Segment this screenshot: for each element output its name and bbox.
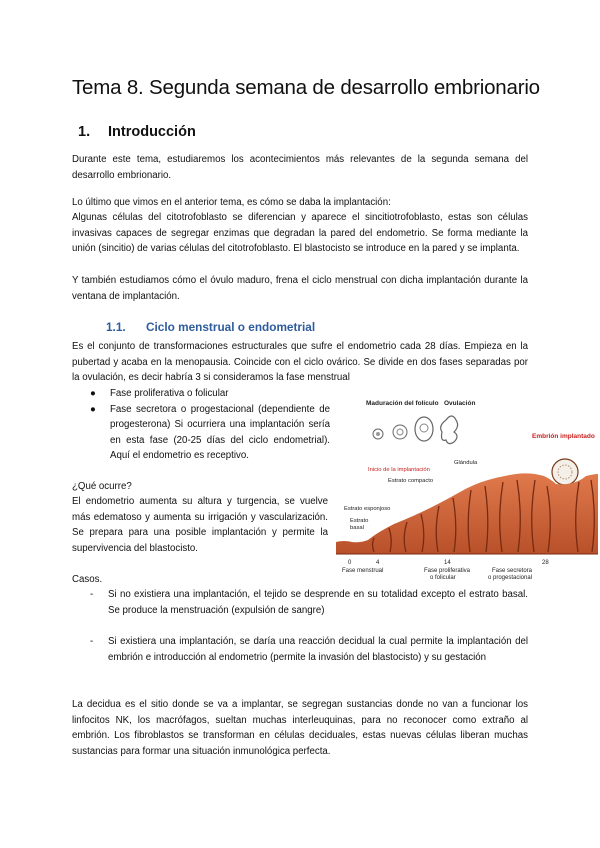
tick-0: 0: [348, 560, 352, 566]
intro-paragraph-1: Durante este tema, estudiaremos los acontecimientos más relevantes de la segunda semana del desarrollo embrionario.: [72, 154, 528, 181]
phase-menstrual: Fase menstrual: [342, 568, 384, 574]
follicle-large-icon: [415, 417, 433, 441]
label-maduracion: Maduración del folículo: [366, 400, 439, 407]
subsection-number: 1.1.: [106, 320, 126, 334]
label-estrato-compacto: Estrato compacto: [388, 478, 434, 484]
bullet-icon: ●: [90, 388, 96, 399]
decidua-paragraph: La decidua es el sitio donde se va a implantar, se segregan sustancias donde no van a funcionar los linfocitos NK, los macrófagos, sueltan muchas interleuquinas, para no reconocer como extraño al embrión. Los fibroblastos se transforman en células deciduales, estas nuevas células liberan muchas sustancias para formar una situación inmunológica perfecta.: [72, 699, 528, 757]
label-estrato-basal-2: basal: [350, 525, 364, 531]
phase-secretora-2: o progestacional: [488, 575, 533, 581]
intro-paragraph-2-lead: Lo último que vimos en el anterior tema, es cómo se daba la implantación:: [72, 197, 391, 208]
phase-proliferativa-2: o folicular: [430, 575, 456, 581]
embryo-icon: [552, 459, 578, 485]
dash-icon: -: [90, 636, 94, 647]
list-item: ● Fase proliferativa o folicular: [90, 386, 330, 402]
phase-proliferativa-1: Fase proliferativa: [424, 568, 471, 574]
intro-paragraph-2: Algunas células del citotrofoblasto se diferencian y aparece el sincitiotrofoblasto, estas son células invasivas capaces de segregar enzimas que degradan la pared del endometrio. Se forma mediante la unión (sincitio) de varias células del citotrofoblasto. El blastocisto se introduce en la pared y se implanta.: [72, 212, 528, 255]
bullet-icon: ●: [90, 403, 96, 415]
tick-28: 28: [542, 560, 549, 566]
list-item: ● Fase secretora o progestacional (dependiente de progesterona) Si ocurriera una implantación sería en esta fase (20-25 días del ciclo endometrial). Aquí el endometrio es receptivo.: [90, 403, 330, 462]
phase-secretora-1: Fase secretora: [492, 568, 533, 574]
label-estrato-esponjoso: Estrato esponjoso: [344, 506, 391, 512]
cycle-paragraph: Es el conjunto de transformaciones estructurales que sufre el endometrio cada 28 días. Empieza en la pubertad y acaba en la menopausia. Coincide con el ciclo ovárico. Se divide en dos fases separadas por la ovulación, es decir habría 3 si consideramos la fase menstrual: [72, 341, 528, 384]
label-embrion: Embrión implantado: [532, 433, 595, 440]
ovulation-icon: [441, 416, 458, 444]
que-ocurre-heading: ¿Qué ocurre?: [72, 481, 132, 492]
phase-list: [90, 386, 330, 464]
caso-item-1: Si no existiera una implantación, el tejido se desprende en su totalidad excepto el estrato basal. Se produce la menstruación (expulsión de sangre): [108, 589, 528, 616]
label-glandula: Glándula: [454, 460, 478, 466]
label-estrato-basal-1: Estrato: [350, 518, 369, 524]
section-number: 1.: [78, 124, 91, 140]
follicle-medium-icon: [393, 425, 407, 439]
que-ocurre-paragraph: El endometrio aumenta su altura y turgencia, se vuelve más edematoso y aumenta su irrigación y vascularización. Se prepara para una posible implantación y permite la supervivencia del blastocisto.: [72, 496, 328, 554]
section-heading-introduccion: [78, 124, 196, 140]
dash-icon: -: [90, 589, 94, 600]
section-title: Introducción: [108, 124, 196, 140]
endometrium-illustration: [334, 392, 600, 582]
tick-14: 14: [444, 560, 451, 566]
endometrium-tissue: [336, 473, 598, 554]
label-ovulacion: Ovulación: [444, 400, 476, 407]
casos-heading: Casos.: [72, 574, 103, 585]
page-title: Tema 8. Segunda semana de desarrollo embrionario: [72, 76, 540, 99]
caso-item-2: Si existiera una implantación, se daría una reacción decidual la cual permite la implantación del embrión e introducción al endometrio (permite la invasión del blastocisto) y su gestación: [108, 636, 528, 663]
tick-4: 4: [376, 560, 380, 566]
intro-paragraph-3: Y también estudiamos cómo el óvulo maduro, frena el ciclo menstrual con dicha implantación durante la ventana de implantación.: [72, 275, 528, 302]
subsection-title: Ciclo menstrual o endometrial: [146, 320, 316, 334]
follicle-icons: [373, 416, 458, 444]
label-inicio-implantacion: Inicio de la implantación: [368, 467, 430, 473]
endometrial-cycle-figure: [334, 392, 600, 582]
subsection-heading-ciclo: [106, 320, 315, 334]
